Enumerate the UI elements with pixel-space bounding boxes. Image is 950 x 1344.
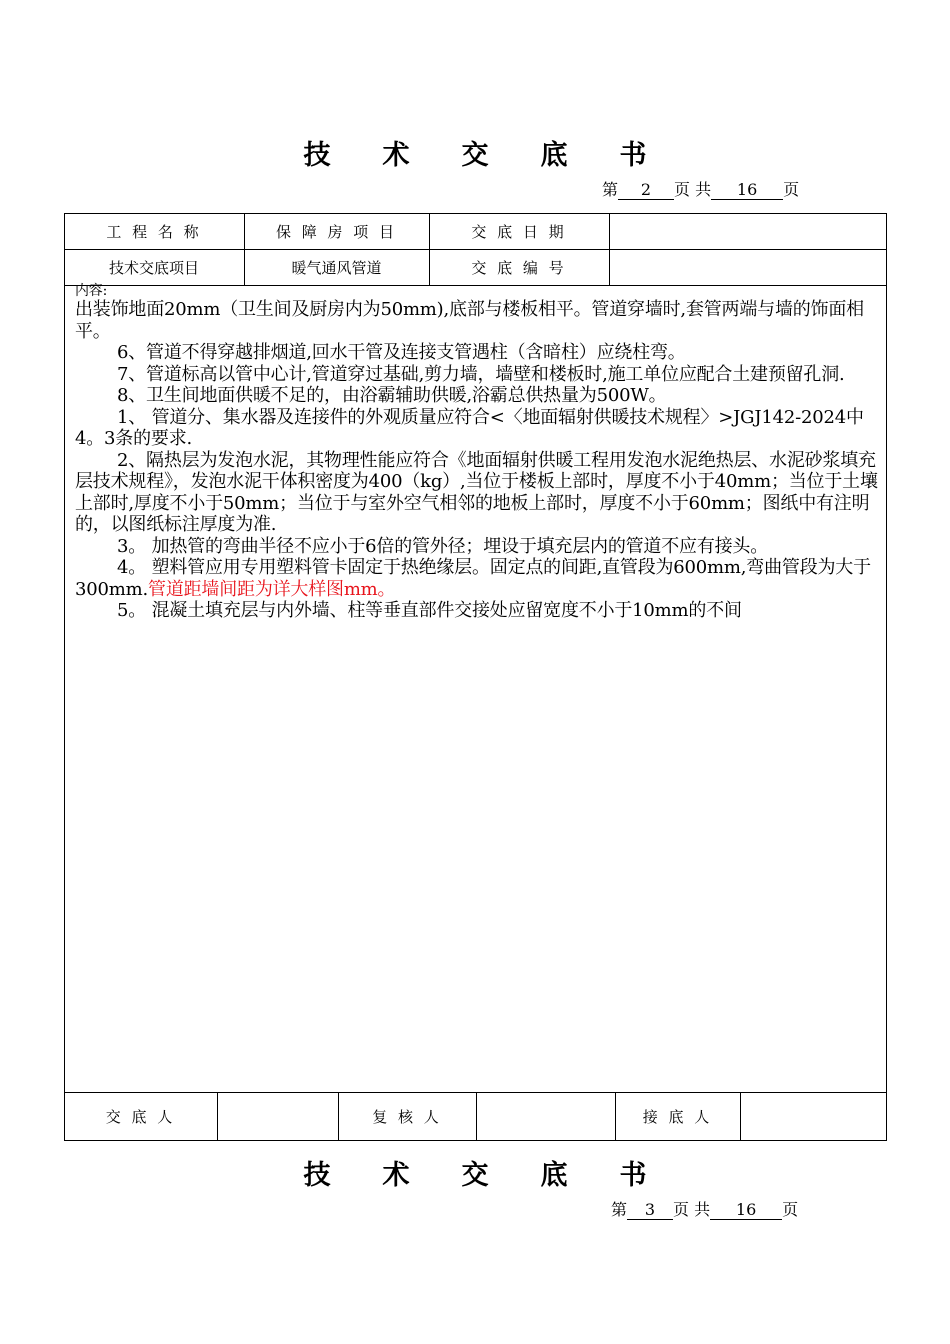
content-paragraph: 2、隔热层为发泡水泥，其物理性能应符合《地面辐射供暖工程用发泡水泥绝热层、水泥砂浆填充层技术规程》，发泡水泥干体积密度为400（kg）,当位于楼板上部时，厚度不小于40mm；当位于土壤上部时,厚度不小于50mm；当位于与室外空气相邻的地板上部时，厚度不小于60mm；图纸中有注明的，以图纸标注厚度为准. [75, 449, 878, 535]
title-char: 底 [540, 1160, 568, 1191]
disclosure-number-value [609, 249, 887, 285]
content-paragraph: 3。 加热管的弯曲半径不应小于6倍的管外径；埋设于填充层内的管道不应有接头。 [117, 535, 769, 557]
receiver-value [740, 1092, 887, 1141]
page-number-line [602, 177, 799, 200]
content-paragraph: 出装饰地面20mm（卫生间及厨房内为50mm),底部与楼板相平。管道穿墙时,套管两端与墙的饰面相平。 [75, 299, 864, 342]
title-char: 书 [619, 140, 647, 171]
title-char: 技 [303, 1160, 331, 1191]
title-char: 交 [461, 1160, 489, 1191]
title-char: 技 [303, 140, 331, 171]
content-label: 内容: [75, 283, 108, 299]
page-number: 2 [618, 182, 674, 200]
content-text: 4。 塑料管应用专用塑料管卡固定于热绝缘层。固定点的间距,直管段为600mm,弯曲管段为大于300mm. [75, 557, 871, 600]
title-char: 书 [619, 1160, 647, 1191]
disclosure-content [75, 284, 883, 622]
content-paragraph: 7、管道标高以管中心计,管道穿过基础,剪力墙，墙壁和楼板时,施工单位应配合土建预留孔洞. [117, 363, 845, 385]
project-name-value: 保 障 房 项 目 [275, 222, 398, 241]
page-total: 16 [710, 1202, 782, 1220]
page-suffix: 页 [782, 1200, 799, 1219]
content-paragraph: 1、 管道分、集水器及连接件的外观质量应符合<〈地面辐射供暖技术规程〉>JGJ142-2024中4。3条的要求. [75, 406, 864, 449]
page-number-line-next [611, 1197, 798, 1220]
title-char: 底 [540, 140, 568, 171]
page-mid: 页 共 [673, 1200, 711, 1219]
disclosure-item-value: 暖气通风管道 [291, 258, 382, 277]
project-name-label: 工 程 名 称 [106, 222, 202, 241]
discloser-label: 交 底 人 [105, 1108, 176, 1126]
document-title-next-page [0, 1153, 950, 1192]
red-annotation: 管道距墙间距为详大样图mm。 [148, 578, 396, 600]
content-paragraph: 6、管道不得穿越排烟道,回水干管及连接支管遇柱（含暗柱）应绕柱弯。 [117, 342, 686, 363]
title-char: 交 [461, 140, 489, 171]
date-value [609, 213, 887, 249]
page-prefix: 第 [611, 1200, 628, 1219]
document-title [0, 133, 950, 172]
reviewer-value [476, 1092, 615, 1141]
disclosure-number-label: 交 底 编 号 [471, 258, 567, 277]
title-char: 术 [382, 1160, 410, 1191]
page-prefix: 第 [602, 180, 619, 199]
content-paragraph [75, 557, 883, 600]
page-total: 16 [711, 182, 783, 200]
page-number: 3 [627, 1202, 673, 1220]
page-suffix: 页 [783, 180, 800, 199]
title-char: 术 [382, 140, 410, 171]
reviewer-label: 复 核 人 [372, 1108, 442, 1126]
page-mid: 页 共 [674, 180, 712, 199]
date-label: 交 底 日 期 [471, 222, 567, 241]
disclosure-item-label: 技术交底项目 [108, 258, 199, 277]
receiver-label: 接 底 人 [642, 1108, 713, 1126]
discloser-value [217, 1092, 338, 1141]
content-paragraph: 8、卫生间地面供暖不足的，由浴霸辅助供暖,浴霸总供热量为500W。 [117, 385, 667, 406]
content-paragraph: 5。 混凝土填充层与内外墙、柱等垂直部件交接处应留宽度不小于10mm的不间 [117, 600, 742, 621]
